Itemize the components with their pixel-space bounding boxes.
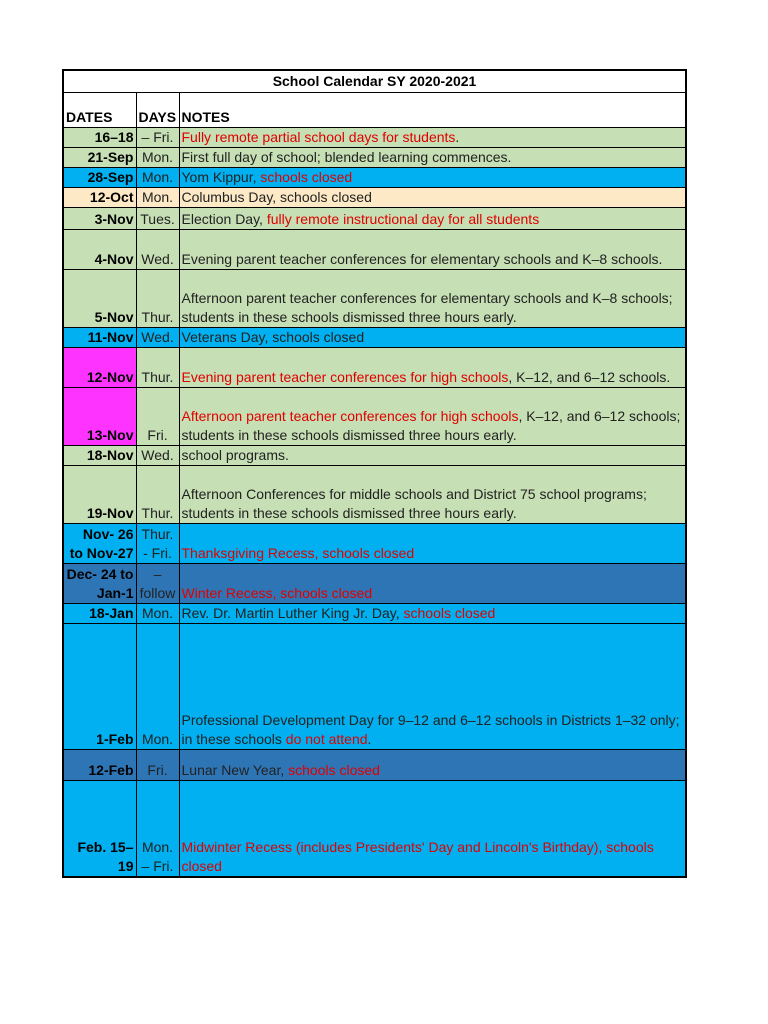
row-note bbox=[179, 564, 686, 604]
row-note bbox=[179, 128, 686, 148]
row-day: – follow bbox=[136, 564, 179, 604]
note-text: Rev. Dr. Martin Luther King Jr. Day, bbox=[181, 605, 404, 621]
calendar-title: School Calendar SY 2020-2021 bbox=[63, 70, 686, 93]
calendar-row bbox=[63, 564, 686, 604]
dates-header: DATES bbox=[63, 93, 136, 128]
row-day: Thur. bbox=[136, 348, 179, 388]
row-date: 16–18 bbox=[63, 128, 136, 148]
row-date: 11-Nov bbox=[63, 328, 136, 348]
row-note bbox=[179, 466, 686, 524]
calendar-row bbox=[63, 604, 686, 624]
calendar-row bbox=[63, 388, 686, 446]
row-date: 28-Sep bbox=[63, 168, 136, 188]
row-day: Fri. bbox=[136, 750, 179, 781]
calendar-row bbox=[63, 466, 686, 524]
calendar-body bbox=[63, 128, 686, 877]
note-text: schools closed bbox=[403, 605, 496, 621]
note-text: do not attend bbox=[285, 731, 368, 747]
note-text: Professional Development Day for 9–12 and 6–12 schools in Districts 1–32 only; in these schools bbox=[181, 712, 680, 747]
row-date: Nov- 26 to Nov-27 bbox=[63, 524, 136, 564]
row-note bbox=[179, 781, 686, 877]
row-day: Tues. bbox=[136, 208, 179, 230]
calendar-row bbox=[63, 446, 686, 466]
note-text: Thanksgiving Recess, schools closed bbox=[181, 545, 415, 561]
row-note bbox=[179, 388, 686, 446]
note-text: Evening parent teacher conferences for high schools bbox=[181, 369, 509, 385]
row-note bbox=[179, 148, 686, 168]
calendar-row bbox=[63, 348, 686, 388]
row-date: 1-Feb bbox=[63, 624, 136, 750]
note-text: school programs. bbox=[181, 447, 289, 463]
row-note bbox=[179, 270, 686, 328]
note-text: Afternoon parent teacher conferences for high schools bbox=[181, 408, 519, 424]
row-date: 19-Nov bbox=[63, 466, 136, 524]
note-text: schools closed bbox=[260, 169, 353, 185]
calendar-row bbox=[63, 230, 686, 270]
note-text: . bbox=[367, 731, 372, 747]
row-note bbox=[179, 624, 686, 750]
row-day: Fri. bbox=[136, 388, 179, 446]
row-note bbox=[179, 328, 686, 348]
school-calendar-table bbox=[62, 69, 687, 878]
note-text: Evening parent teacher conferences for elementary schools and K–8 schools. bbox=[181, 251, 663, 267]
row-day: Mon. bbox=[136, 148, 179, 168]
note-text: , K–12, and 6–12 schools. bbox=[508, 369, 671, 385]
row-note bbox=[179, 208, 686, 230]
row-date: 18-Jan bbox=[63, 604, 136, 624]
days-header: DAYS bbox=[136, 93, 179, 128]
title-row bbox=[63, 70, 686, 93]
row-day: Mon. – Fri. bbox=[136, 781, 179, 877]
calendar-row bbox=[63, 148, 686, 168]
row-note bbox=[179, 524, 686, 564]
note-text: Veterans Day, schools closed bbox=[181, 329, 365, 345]
note-text: Fully remote partial school days for students bbox=[181, 129, 456, 145]
row-day: Thur. - Fri. bbox=[136, 524, 179, 564]
row-day: Mon. bbox=[136, 624, 179, 750]
row-date: 4-Nov bbox=[63, 230, 136, 270]
row-date: 18-Nov bbox=[63, 446, 136, 466]
row-date: 12-Oct bbox=[63, 188, 136, 208]
row-day: Mon. bbox=[136, 188, 179, 208]
calendar-row bbox=[63, 750, 686, 781]
row-day: Mon. bbox=[136, 604, 179, 624]
row-day: Mon. bbox=[136, 168, 179, 188]
row-day: Thur. bbox=[136, 466, 179, 524]
calendar-row bbox=[63, 781, 686, 877]
note-text: Afternoon parent teacher conferences for elementary schools and K–8 schools; students in these schools dismissed three hours early. bbox=[181, 290, 673, 325]
row-note bbox=[179, 188, 686, 208]
row-date: 21-Sep bbox=[63, 148, 136, 168]
row-day: Wed. bbox=[136, 230, 179, 270]
note-text: Midwinter Recess (includes Presidents' Day and Lincoln's Birthday), schools closed bbox=[181, 838, 654, 874]
row-day: Wed. bbox=[136, 446, 179, 466]
row-day: Thur. bbox=[136, 270, 179, 328]
row-note bbox=[179, 348, 686, 388]
row-note bbox=[179, 446, 686, 466]
row-date: 12-Feb bbox=[63, 750, 136, 781]
calendar-row bbox=[63, 524, 686, 564]
calendar-row bbox=[63, 128, 686, 148]
row-day: Wed. bbox=[136, 328, 179, 348]
note-text: Lunar New Year, bbox=[181, 762, 289, 778]
calendar-row bbox=[63, 188, 686, 208]
row-note bbox=[179, 168, 686, 188]
row-date: 13-Nov bbox=[63, 388, 136, 446]
row-date: Dec- 24 to Jan-1 bbox=[63, 564, 136, 604]
row-date: Feb. 15–19 bbox=[63, 781, 136, 877]
note-text: . bbox=[455, 129, 460, 145]
row-date: 5-Nov bbox=[63, 270, 136, 328]
note-text: schools closed bbox=[288, 762, 380, 778]
row-note bbox=[179, 604, 686, 624]
note-text: Columbus Day, schools closed bbox=[181, 189, 372, 205]
note-text: Winter Recess, schools closed bbox=[181, 585, 373, 601]
note-text: Yom Kippur, bbox=[181, 169, 261, 185]
calendar-row bbox=[63, 270, 686, 328]
row-day: – Fri. bbox=[136, 128, 179, 148]
row-date: 12-Nov bbox=[63, 348, 136, 388]
note-text: Election Day, bbox=[181, 211, 267, 227]
calendar-row bbox=[63, 208, 686, 230]
calendar-row bbox=[63, 624, 686, 750]
note-text: fully remote instructional day for all students bbox=[266, 211, 540, 227]
notes-header: NOTES bbox=[179, 93, 686, 128]
calendar-row bbox=[63, 168, 686, 188]
row-note bbox=[179, 230, 686, 270]
row-note bbox=[179, 750, 686, 781]
row-date: 3-Nov bbox=[63, 208, 136, 230]
header-row bbox=[63, 93, 686, 128]
calendar-row bbox=[63, 328, 686, 348]
note-text: Afternoon Conferences for middle schools and District 75 school programs; students in these schools dismissed three hours early. bbox=[181, 486, 647, 521]
note-text: , K–12, and 6–12 schools; students in these schools dismissed three hours early. bbox=[181, 408, 681, 443]
note-text: First full day of school; blended learning commences. bbox=[181, 149, 512, 165]
